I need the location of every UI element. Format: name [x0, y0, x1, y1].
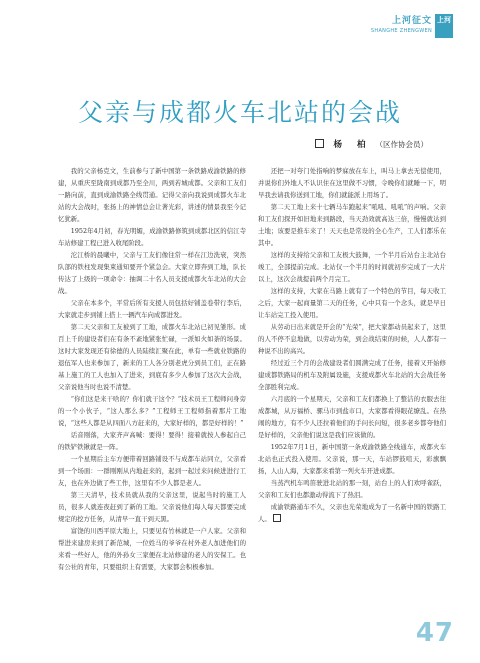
article-paragraph: 第三天清早，技术员就从我的父亲这里，说起当时的施工人员，很多人就连夜赶到了新的工地。父亲说他们每人每天都要完成规定的挖方任务，从清早一直干到天黑。: [58, 491, 246, 523]
article-paragraph: 经过近三个月的会战建设者们圆满完成了任务，接着又开始修建成都铁路局的机车及附属设施，支援成都火车北站的大会战任务全部胜利完成。: [258, 359, 446, 391]
article-paragraph: 我的父亲杨克文，生前参与了新中国第一条铁路成渝铁路的修建，从重庆至陇南到成都乃至全川，两到若城成都。父亲和工友们一路向前，直到成渝铁路全线贯通。记得父亲向我说到成都火车北站的大会战时，张扬上的神情总会让著光彩，讲述的情景我至今记忆犹新。: [58, 167, 246, 223]
article-paragraph: 父亲在本多个，平常后所有支援人员包括好铺盖卷带行李后，大家就走步到铺上搭上一辆汽车向成都进发。: [58, 299, 246, 319]
article-paragraph: 还把一对夸门处指响的梦寐放在车上，叫马上拿去无偿使用，并说你们外地人不认识住在这里做不习惯，令晚你们就睡一下，明早我去请我你送到工地，你们就能派上用场了。: [258, 167, 446, 199]
article-paragraph: 当蒸汽机车鸣笛驶进北站的那一刻，站台上的人们欢呼雀跃，父亲和工友们也都激动得流下了热泪。: [258, 479, 446, 499]
column-logo-mark: 上河: [437, 16, 451, 24]
article-column-left: [58, 165, 246, 615]
article-paragraph: 1952年7月1日，新中国第一条成渝铁路全线通车，成都火车北站也正式投入使用。父亲说，那一天，车站锣鼓喧天，彩旗飘扬，人山人海，大家都来看第一列火车开进成都。: [258, 443, 446, 475]
column-name: 上河征文: [391, 16, 432, 26]
article-paragraph: 第二天工地上来十七辆马车跑起来“吼吼、吼吼”的声响。父亲和工友们探开如旧地来到路段，当天劲效就高达三倍，慢慢就达到土地；该要是推车来了！天天也是常设的全心生产，工人们都乐在其中。: [258, 203, 446, 247]
column-logo-icon: [435, 14, 453, 38]
article-paragraph: 沱江桥的晨曦中，父亲与工友们像往常一样在江边洗衰，突然队部的铁柱发现集束通知要开个紧急会。大家立即奔到工地，队长传达了上级的一项命令：抽调二十名人员支援成都火车北站的大会战。: [58, 251, 246, 295]
end-mark-icon: [273, 514, 281, 522]
byline-box-icon: [315, 139, 324, 148]
author-organization: （区作协会员）: [375, 140, 428, 149]
article-paragraph: 成渝铁路通车不久，父亲也光荣地成为了一名新中国的铁路工人。: [258, 503, 446, 523]
article-paragraph: 从劳动日出来就是开会的“光荣”，把大家都动员起来了，这里的人不停不息地做，以劳动为荣，到会战结束的时候，人人都有一种说不出的高兴。: [258, 323, 446, 355]
article-column-right: [258, 165, 446, 615]
column-header: [371, 17, 432, 34]
article-paragraph: 这样的支持，大家在马路上就有了一个特色的节目，每天收工之后，大家一起商量第二天的任务，心中只有一个念头，就是早日让车站完工投入使用。: [258, 287, 446, 319]
article-paragraph: 这样的支持给父亲和工友极大鼓舞，一个半月后站台主北站台竣工，全部提前完成。北站仅一个半月的时间就初步完成了一大片以上，这次会战提前两个月完工。: [258, 251, 446, 283]
byline: [315, 138, 428, 150]
article-paragraph: 第二天父亲和工友被到了工地，成都火车北站已初见雏形。成百上千的建设者们在有条不紊地紧张忙碌，一派如火如荼的场景。这时大家发现还有徐德的人员陆续汇聚在此，单有一些就业铁路的退伍军人也来参加了，新来的工人各分别老虎分到员工们，正在路基上施工的工人也加入了进来，到底有多少人参加了这次大会战，父亲说他当时也说不清楚。: [58, 323, 246, 391]
article-title: 父亲与成都火车北站的会战: [77, 98, 402, 127]
column-name-pinyin: SHANGHE ZHENGWEN: [370, 28, 432, 34]
article-paragraph: 富饶的川西平原大地上，只要见有竹林就是一户人家。父亲和帮进来建房来到了新范城，一位姓马的爷爷在村外老人加进他们的来看一些好人，他的外孙女三家便在北站修建的老人的安保工。也有公社的青年，只要组织上有需要，大家都会积极参加。: [58, 527, 246, 571]
article-paragraph: 1952年4月初，春光明媚，成渝铁路修筑到成都北区的信江寺车站修建工程已进入收尾阶段。: [58, 227, 246, 247]
article-paragraph: 话音刚落，大家齐声高喊：要得！要得！接着就按人参起自己的铁铲铁锹就是一阵。: [58, 431, 246, 451]
author-name: 杨 柏: [333, 140, 372, 150]
article-paragraph: 六月底的一个星期天，父亲和工友们都换上了整洁的衣服去往成都城，从万福桥、骡马市到盐市口，大家都看得眼花缭乱。在热闹的地方，有不少人还拉着他们的手问长问短，很多老乡都夸他们是好样的，父亲他们说这是我们应该做的。: [258, 395, 446, 439]
article-paragraph: “你们这是来干啥的？你们就干这个？”技术员王工程师问身旁的一个小伙子，“这人那么多？”工程师王工程师指着那片工地说，“这些人都是从四面八方赶来的，大家好样的，都是好样的！”: [58, 395, 246, 427]
page-number: 47: [415, 618, 454, 648]
article-paragraph: 一个星期后主车方便带着回路铺设不与成都车站同立，父亲看到一个场面：一群刚刚从内地赶来的，起到一起过来问候进进行工友，也在外边做了些工作，这里有不少人都是老人。: [58, 455, 246, 487]
